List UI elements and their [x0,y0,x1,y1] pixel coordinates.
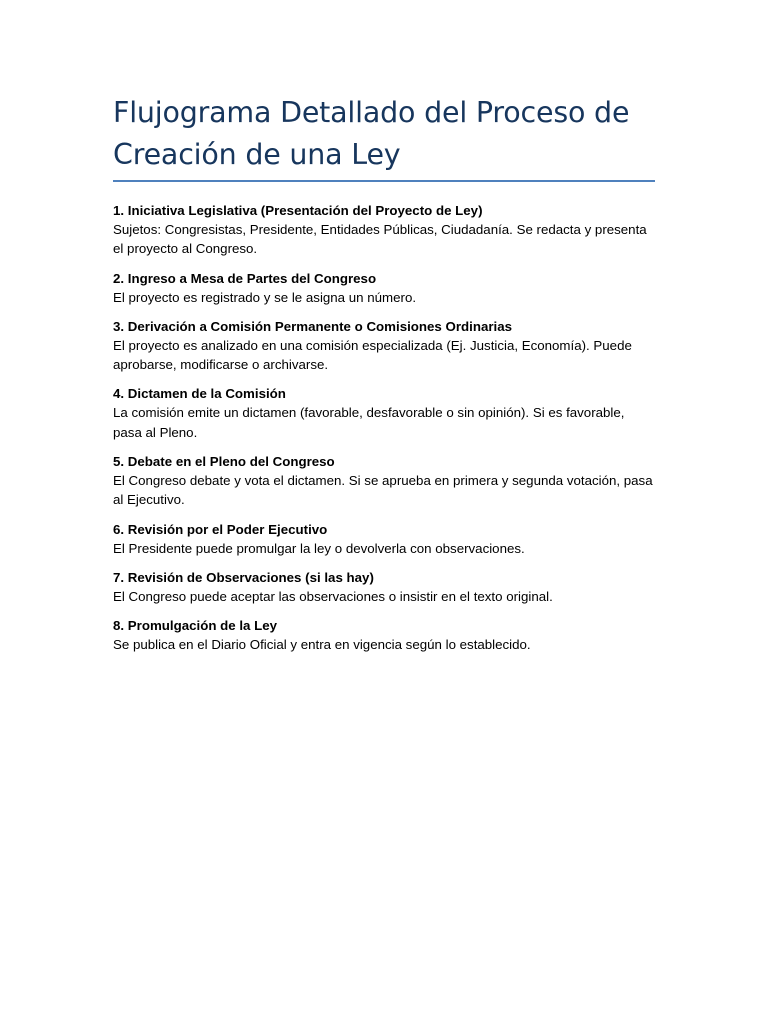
section-3 [113,317,655,375]
section-body: El Congreso debate y vota el dictamen. Si se aprueba en primera y segunda votación, pasa al Ejecutivo. [113,473,653,508]
section-body: El proyecto es analizado en una comisión especializada (Ej. Justicia, Economía). Puede aprobarse, modificarse o archivarse. [113,337,632,373]
section-heading: 3. Derivación a Comisión Permanente o Comisiones Ordinarias [113,318,513,334]
section-1 [113,201,655,259]
section-body: Se publica en el Diario Oficial y entra en vigencia según lo establecido. [113,637,531,653]
sections-list [113,201,655,655]
section-heading: 6. Revisión por el Poder Ejecutivo [113,521,328,537]
section-4 [113,384,655,442]
section-2 [113,269,655,307]
section-body: La comisión emite un dictamen (favorable, desfavorable o sin opinión). Si es favorable, pasa al Pleno. [113,405,625,440]
document-title: Flujograma Detallado del Proceso de Creación de una Ley [113,96,630,171]
title-divider [113,180,655,182]
section-body: El proyecto es registrado y se le asigna un número. [113,289,417,305]
section-heading: 4. Dictamen de la Comisión [113,386,286,402]
section-heading: 1. Iniciativa Legislativa (Presentación del Proyecto de Ley) [113,203,483,218]
section-7 [113,568,655,606]
section-heading: 2. Ingreso a Mesa de Partes del Congreso [113,270,377,286]
section-body: Sujetos: Congresistas, Presidente, Entidades Públicas, Ciudadanía. Se redacta y presenta el proyecto al Congreso. [113,222,647,257]
section-heading: 7. Revisión de Observaciones (si las hay) [113,569,374,585]
section-heading: 5. Debate en el Pleno del Congreso [113,454,335,470]
section-body: El Presidente puede promulgar la ley o devolverla con observaciones. [113,540,525,556]
section-heading: 8. Promulgación de la Ley [113,618,278,634]
document-page [113,92,655,665]
section-5 [113,452,655,510]
section-8 [113,616,655,654]
section-6 [113,520,655,558]
section-body: El Congreso puede aceptar las observaciones o insistir en el texto original. [113,588,553,604]
